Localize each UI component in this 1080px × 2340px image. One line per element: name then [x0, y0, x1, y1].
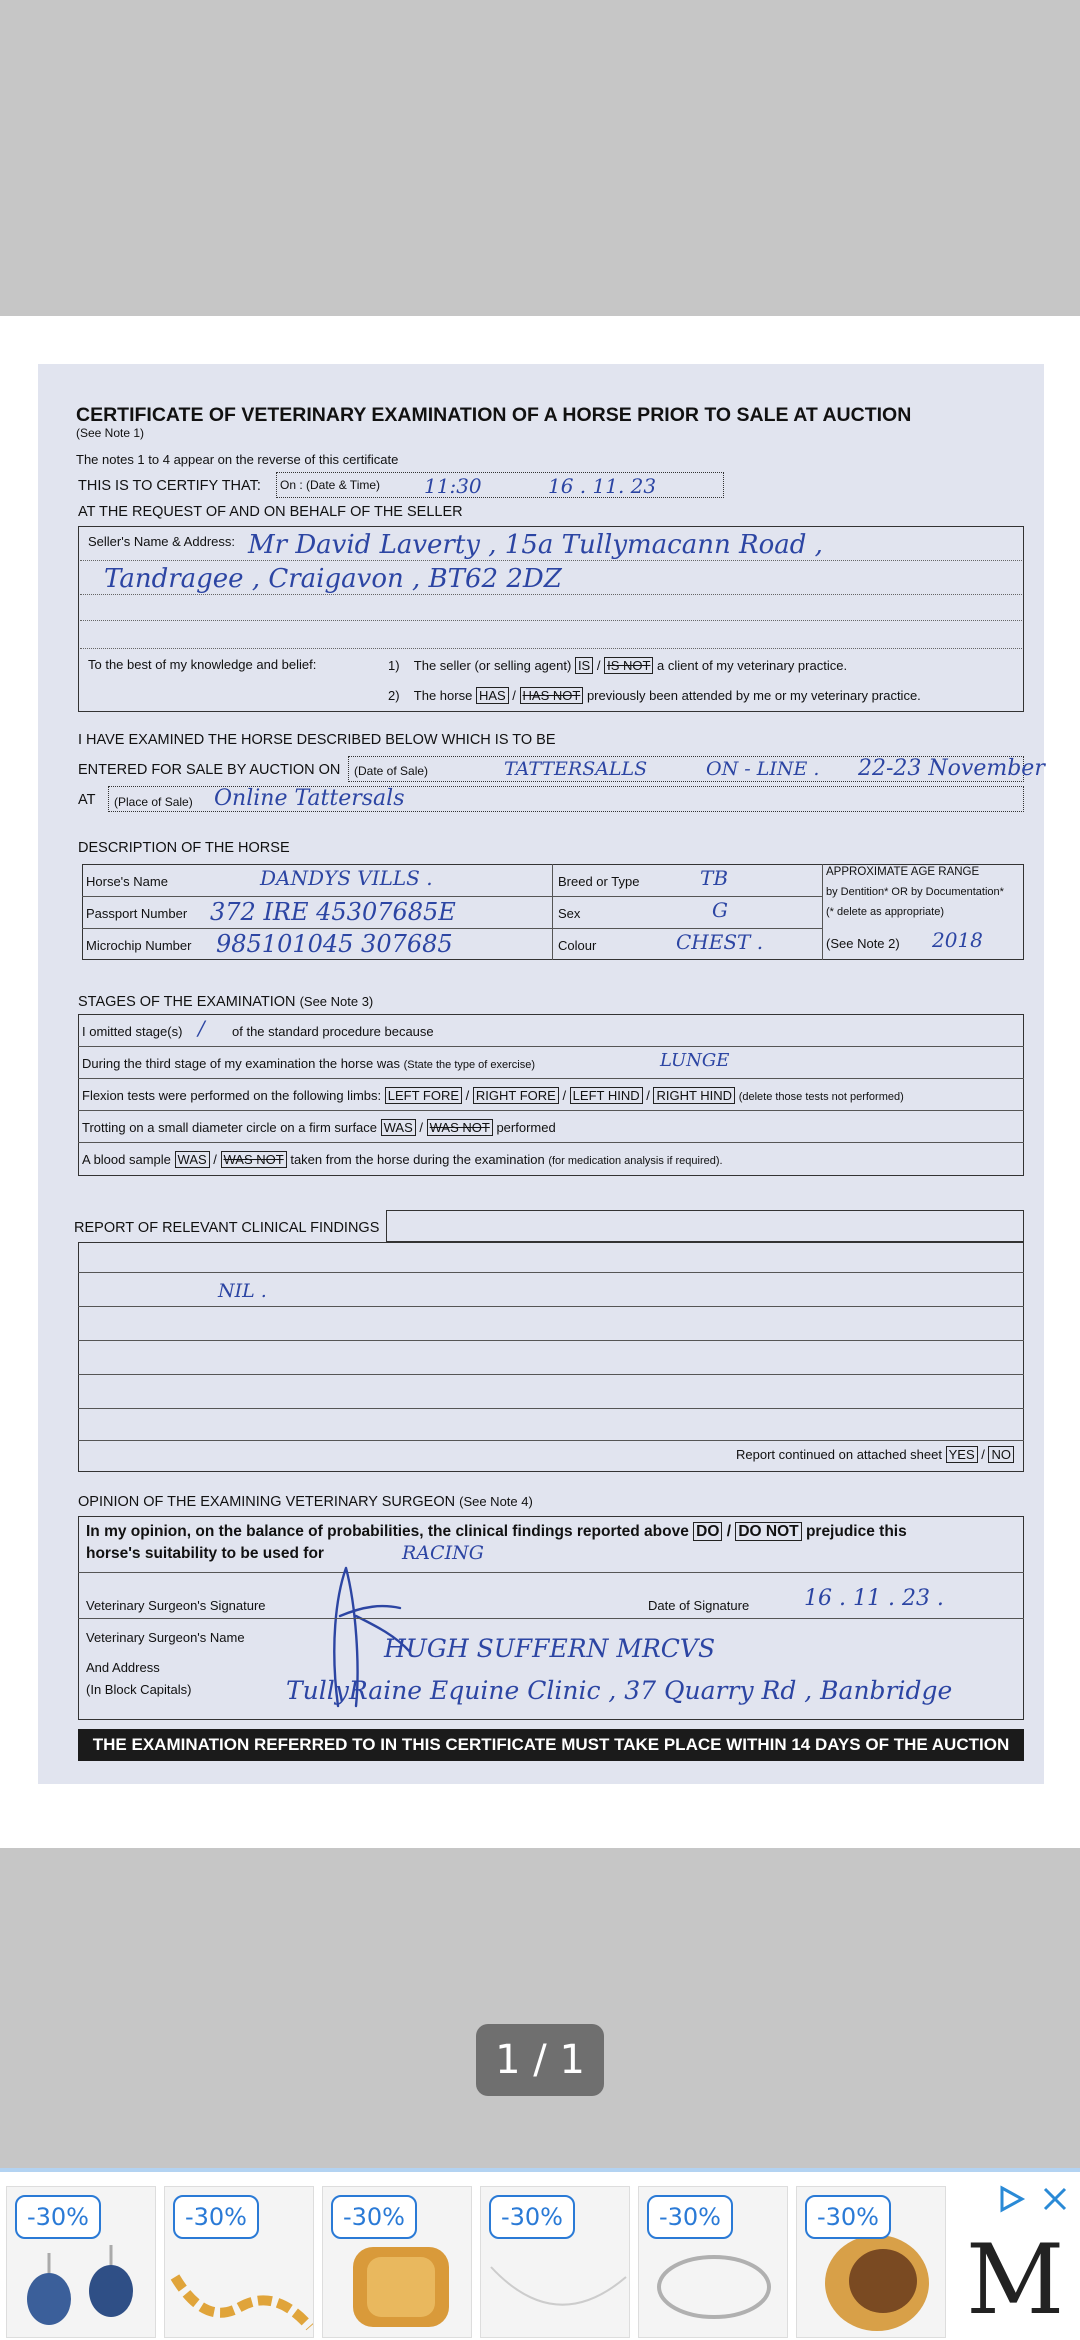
row-divider	[78, 1046, 1024, 1047]
passport-number: 372 IRE 45307685E	[210, 898, 456, 926]
dotted-line	[80, 594, 1022, 595]
close-icon[interactable]	[1040, 2184, 1070, 2214]
row-divider	[78, 1142, 1024, 1143]
option-right-hind: RIGHT HIND	[653, 1087, 735, 1104]
sex-label: Sex	[558, 906, 581, 921]
colour-label: Colour	[558, 938, 597, 953]
stage-exercise-label	[82, 1056, 535, 1071]
flexion-text: Flexion tests were performed on the following limbs:	[82, 1088, 382, 1103]
trotting-row: Trotting on a small diameter circle on a firm surface WAS / WAS NOT performed	[82, 1120, 556, 1135]
vet-address: TullyRaine Equine Clinic , 37 Quarry Rd , Banbridge	[286, 1676, 953, 1705]
ad-product-chain[interactable]	[164, 2186, 314, 2338]
option-left-hind: LEFT HIND	[570, 1087, 643, 1104]
horse-name-label: Horse's Name	[86, 874, 168, 889]
age-range-label: APPROXIMATE AGE RANGE	[826, 866, 980, 878]
col-divider	[822, 864, 823, 960]
report-line	[78, 1440, 1024, 1441]
play-triangle-icon[interactable]	[996, 2184, 1026, 2214]
age-value: 2018	[932, 928, 983, 952]
blood-sample-row: A blood sample WAS / WAS NOT taken from the horse during the examination (for medication analysis if required).	[82, 1152, 723, 1167]
blood-note: (for medication analysis if required).	[548, 1155, 723, 1167]
entered-label: ENTERED FOR SALE BY AUCTION ON	[78, 762, 341, 778]
option-left-fore: LEFT FORE	[385, 1087, 462, 1104]
exam-date: 16 . 11. 23	[548, 474, 657, 498]
notes-line: The notes 1 to 4 appear on the reverse of this certificate	[76, 452, 399, 467]
option-was-not: WAS NOT	[427, 1119, 493, 1136]
opinion-heading-text: OPINION OF THE EXAMINING VETERINARY SURGEON	[78, 1494, 456, 1510]
ad-product-signet-ring[interactable]	[796, 2186, 946, 2338]
dotted-line	[80, 560, 1022, 561]
option-blood-was: WAS	[175, 1151, 210, 1168]
breed-type: TB	[700, 866, 729, 890]
blood-suffix: taken from the horse during the examination	[290, 1152, 545, 1167]
microchip-label: Microchip Number	[86, 938, 192, 953]
at-label: AT	[78, 792, 96, 808]
stage-omitted-mark: /	[198, 1016, 205, 1040]
opinion-text: In my opinion, on the balance of probabilities, the clinical findings reported above	[86, 1523, 689, 1540]
belief-1-text: The seller (or selling agent)	[413, 658, 572, 673]
ad-banner[interactable]	[0, 2168, 1080, 2340]
ad-product-bracelet[interactable]	[480, 2186, 630, 2338]
stage-omitted-label: I omitted stage(s)	[82, 1024, 183, 1039]
seller-line-1: Mr David Laverty , 15a Tullymacann Road ,	[248, 530, 823, 560]
exercise-type: LUNGE	[660, 1050, 730, 1071]
certificate-title: CERTIFICATE OF VETERINARY EXAMINATION OF A HORSE PRIOR TO SALE AT AUCTION	[76, 404, 912, 426]
vet-signature-label: Veterinary Surgeon's Signature	[86, 1598, 266, 1613]
belief-label: To the best of my knowledge and belief:	[88, 657, 317, 672]
microchip-number: 985101045 307685	[216, 930, 453, 958]
belief-1-number: 1)	[388, 658, 400, 673]
block-capitals-label: (In Block Capitals)	[86, 1682, 192, 1697]
option-has-not: HAS NOT	[520, 687, 584, 704]
age-method-label: by Dentition* OR by Documentation*	[826, 886, 1004, 898]
row-divider	[78, 1618, 1024, 1619]
seller-line-2: Tandragee , Craigavon , BT62 2DZ	[104, 564, 562, 594]
dotted-line	[80, 620, 1022, 621]
seller-label: Seller's Name & Address:	[88, 534, 235, 549]
sale-dates: 22-23 November	[858, 756, 1045, 781]
stages-heading-text: STAGES OF THE EXAMINATION	[78, 994, 296, 1010]
belief-item-2: 2) The horse HAS / HAS NOT previously been attended by me or my veterinary practice.	[388, 688, 921, 703]
option-right-fore: RIGHT FORE	[473, 1087, 559, 1104]
date-of-signature-label: Date of Signature	[648, 1598, 750, 1613]
sale-online: ON - LINE .	[706, 758, 820, 780]
exercise-text: During the third stage of my examination the horse was	[82, 1056, 400, 1071]
discount-badge: -30%	[805, 2195, 891, 2239]
passport-label: Passport Number	[86, 906, 188, 921]
opinion-line-1: In my opinion, on the balance of probabilities, the clinical findings reported above DO / DO NOT prejudice this	[86, 1523, 907, 1540]
sex-value: G	[712, 898, 728, 922]
option-was: WAS	[381, 1119, 416, 1136]
date-of-signature: 16 . 11 . 23 .	[804, 1586, 944, 1611]
place-of-sale-label: (Place of Sale)	[114, 795, 193, 809]
blood-text: A blood sample	[82, 1152, 171, 1167]
row-divider	[82, 928, 822, 929]
discount-badge: -30%	[647, 2195, 733, 2239]
row-divider	[78, 1110, 1024, 1111]
place-of-sale: Online Tattersals	[214, 786, 405, 811]
exam-time: 11:30	[424, 474, 482, 498]
row-divider	[78, 1078, 1024, 1079]
page-indicator: 1 / 1	[476, 2024, 604, 2096]
stage-omitted-suffix: of the standard procedure because	[232, 1024, 434, 1039]
option-do: DO	[693, 1522, 722, 1541]
col-divider	[552, 864, 553, 960]
row-divider	[82, 896, 822, 897]
continued-text: Report continued on attached sheet	[736, 1447, 942, 1462]
option-do-not: DO NOT	[735, 1522, 801, 1541]
and-address-label: And Address	[86, 1660, 160, 1675]
vet-name: HUGH SUFFERN MRCVS	[384, 1634, 716, 1663]
ad-product-earrings[interactable]	[6, 2186, 156, 2338]
belief-2-suffix: previously been attended by me or my veterinary practice.	[586, 688, 921, 703]
opinion-line-2: horse's suitability to be used for	[86, 1545, 324, 1562]
ad-product-silver-bracelet[interactable]	[638, 2186, 788, 2338]
belief-2-text: The horse	[413, 688, 473, 703]
option-blood-was-not: WAS NOT	[221, 1151, 287, 1168]
description-heading: DESCRIPTION OF THE HORSE	[78, 840, 290, 856]
discount-badge: -30%	[15, 2195, 101, 2239]
ad-product-ring[interactable]	[322, 2186, 472, 2338]
flexion-tests-row: Flexion tests were performed on the following limbs: LEFT FORE / RIGHT FORE / LEFT HIND / RIGHT HIND (delete those tests not performed)	[82, 1088, 904, 1103]
exercise-note: (State the type of exercise)	[403, 1059, 536, 1071]
see-note-1: (See Note 1)	[76, 426, 145, 440]
brand-logo[interactable]: M	[966, 2224, 1057, 2336]
option-no: NO	[988, 1446, 1014, 1463]
age-delete-note: (* delete as appropriate)	[826, 906, 945, 918]
opinion-heading	[78, 1494, 533, 1510]
intended-use: RACING	[402, 1542, 484, 1564]
report-finding: NIL .	[218, 1280, 267, 1302]
report-line	[78, 1306, 1024, 1307]
option-is-not: IS NOT	[604, 657, 653, 674]
horse-name: DANDYS VILLS .	[260, 866, 433, 890]
see-note-4: (See Note 4)	[459, 1494, 533, 1509]
report-line	[78, 1272, 1024, 1273]
discount-badge: -30%	[331, 2195, 417, 2239]
belief-2-number: 2)	[388, 688, 400, 703]
request-heading: AT THE REQUEST OF AND ON BEHALF OF THE SELLER	[78, 504, 463, 520]
report-header-box	[386, 1210, 1024, 1242]
report-line	[78, 1340, 1024, 1341]
sale-company: TATTERSALLS	[504, 758, 648, 780]
report-line	[78, 1408, 1024, 1409]
date-of-sale-label: (Date of Sale)	[354, 764, 429, 778]
option-yes: YES	[946, 1446, 978, 1463]
option-has: HAS	[476, 687, 509, 704]
see-note-3: (See Note 3)	[299, 994, 374, 1009]
continued-row: Report continued on attached sheet YES / NO	[736, 1447, 1014, 1462]
colour-value: CHEST .	[676, 930, 764, 954]
on-date-time-label: On : (Date & Time)	[280, 478, 381, 492]
discount-badge: -30%	[173, 2195, 259, 2239]
stages-heading	[78, 994, 373, 1010]
prejudice-text: prejudice this	[805, 1523, 907, 1540]
belief-item-1: 1) The seller (or selling agent) IS / IS NOT a client of my veterinary practice.	[388, 658, 848, 673]
footer-band: THE EXAMINATION REFERRED TO IN THIS CERTIFICATE MUST TAKE PLACE WITHIN 14 DAYS OF THE AUCTION	[78, 1729, 1024, 1761]
flexion-note: (delete those tests not performed)	[738, 1091, 904, 1103]
vet-name-label: Veterinary Surgeon's Name	[86, 1630, 245, 1645]
belief-1-suffix: a client of my veterinary practice.	[657, 658, 848, 673]
see-note-2: (See Note 2)	[826, 936, 900, 951]
report-line	[78, 1374, 1024, 1375]
trotting-text: Trotting on a small diameter circle on a firm surface	[82, 1120, 378, 1135]
row-divider	[78, 1572, 1024, 1573]
breed-label: Breed or Type	[558, 874, 640, 889]
trotting-suffix: performed	[496, 1120, 556, 1135]
discount-badge: -30%	[489, 2195, 575, 2239]
certify-label: THIS IS TO CERTIFY THAT:	[78, 478, 261, 494]
option-is: IS	[575, 657, 593, 674]
dotted-line	[80, 648, 1022, 649]
report-heading: REPORT OF RELEVANT CLINICAL FINDINGS	[74, 1220, 380, 1236]
report-box	[78, 1242, 1024, 1472]
examined-heading: I HAVE EXAMINED THE HORSE DESCRIBED BELOW WHICH IS TO BE	[78, 732, 556, 748]
